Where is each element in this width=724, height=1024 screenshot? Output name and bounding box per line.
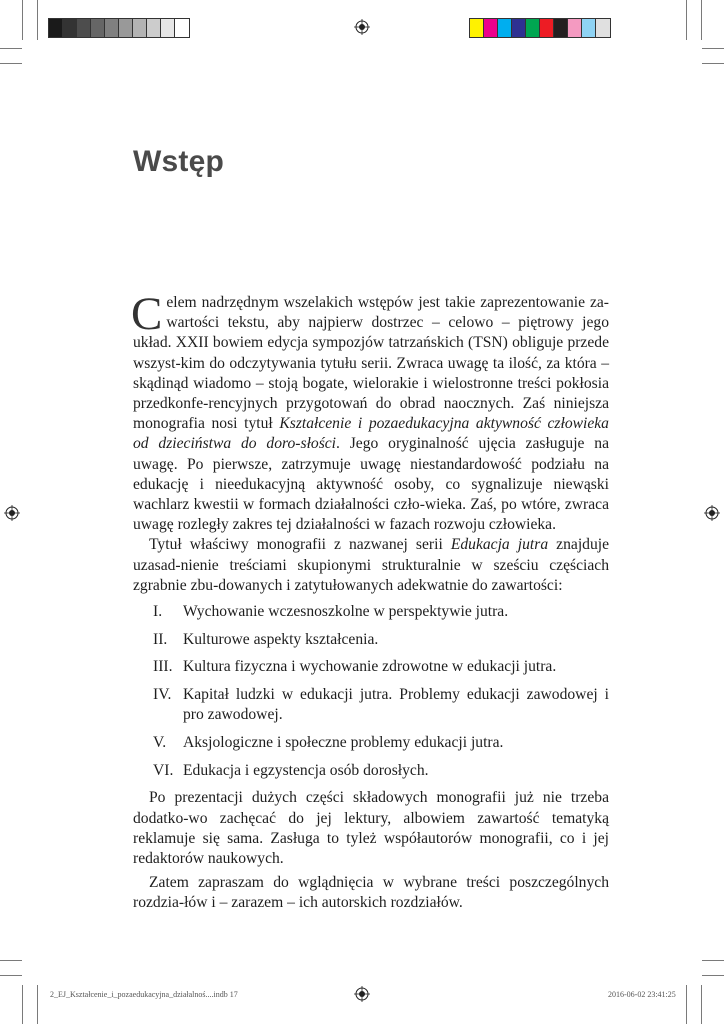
paragraph-2 bbox=[133, 535, 609, 596]
registration-mark-top bbox=[354, 19, 370, 35]
crop-mark-tr-v bbox=[701, 0, 702, 40]
list-item bbox=[133, 685, 609, 725]
list-item bbox=[133, 657, 609, 677]
crop-mark-br-h2 bbox=[702, 960, 724, 961]
crop-mark-tr-h2 bbox=[702, 63, 724, 64]
parts-list bbox=[133, 602, 609, 781]
paragraph-1-text: elem nadrzędnym wszelakich wstępów jest takie zaprezentowanie za-wartości tekstu, aby najpierw dostrzec – celowo – piętrowy jego układ. XXII bowiem edycja sympozjów tatrzańskich (TSN) obliguje przede wszyst-kim do odczytywania tytułu serii. Zwraca uwagę ta ilość, za która – skądinąd wiadomo – stoją bogate, wielorakie i wielostronne treści pokłosia przedkonfe-rencyjnych przygotowań do obrad naocznych. Zaś niniejsza monografia nosi tytuł bbox=[133, 294, 609, 433]
paragraph-1 bbox=[131, 288, 609, 535]
list-text: Kulturowe aspekty kształcenia. bbox=[183, 630, 379, 648]
list-item bbox=[133, 733, 609, 753]
crop-mark-tr-v2 bbox=[686, 0, 687, 40]
color-swatch bbox=[540, 19, 554, 37]
crop-mark-tr-h bbox=[702, 48, 724, 49]
color-swatch bbox=[63, 19, 77, 37]
list-item bbox=[133, 602, 609, 622]
cmyk-color-bar bbox=[469, 18, 611, 38]
color-swatch bbox=[526, 19, 540, 37]
color-swatch bbox=[582, 19, 596, 37]
list-text: Kapitał ludzki w edukacji jutra. Problemy edukacji zawodowej i pro zawodowej. bbox=[183, 686, 609, 724]
crop-mark-bl-v2 bbox=[37, 985, 38, 1024]
list-number: IV. bbox=[153, 686, 172, 704]
crop-mark-bl-v bbox=[22, 985, 23, 1024]
color-swatch bbox=[91, 19, 105, 37]
list-item bbox=[133, 761, 609, 781]
color-swatch bbox=[484, 19, 498, 37]
paragraph-2-end: znajduje uzasad-nienie treściami skupionymi strukturalnie w sześciu częściach zgrabnie zbu-dowanych i zatytułowanych adekwatnie do zawartości: bbox=[133, 536, 609, 594]
list-text: Edukacja i egzystencja osób dorosłych. bbox=[183, 761, 429, 779]
color-swatch bbox=[147, 19, 161, 37]
list-number: II. bbox=[153, 630, 168, 648]
paragraph-1-end: . Jego oryginalność ujęcia zasługuje na uwagę. Po pierwsze, zatrzymuje uwagę niestandardowość podziału na edukację i nieedukacyjną aktywność osoby, co sygnalizuje niewąski wachlarz kwestii w formach działalności czło-wieka. Zaś, po wtóre, zwraca uwagę rozległy zakres tej działalności w fazach rozwoju człowieka. bbox=[133, 435, 609, 534]
registration-mark-left bbox=[4, 505, 20, 521]
color-swatch bbox=[568, 19, 582, 37]
footer-timestamp: 2016-06-02 23:41:25 bbox=[608, 990, 676, 999]
color-swatch bbox=[512, 19, 526, 37]
list-number: VI. bbox=[153, 761, 174, 779]
footer-file-name: 2_EJ_Kształcenie_i_pozaedukacyjna_działalnoś....indb 17 bbox=[50, 990, 238, 999]
paragraph-4: Zatem zapraszam do wglądnięcia w wybrane treści poszczególnych rozdzia-łów i – zarazem – ich autorskich rozdziałów. bbox=[133, 874, 609, 912]
body-text bbox=[131, 288, 609, 914]
registration-mark-bottom bbox=[354, 986, 370, 1002]
color-swatch bbox=[49, 19, 63, 37]
crop-mark-bl-h bbox=[0, 975, 22, 976]
list-number: V. bbox=[153, 734, 167, 752]
color-swatch bbox=[554, 19, 568, 37]
paragraph-2-text: Tytuł właściwy monografii z nazwanej serii bbox=[149, 536, 451, 554]
registration-mark-right bbox=[704, 505, 720, 521]
list-number: III. bbox=[153, 658, 173, 676]
color-swatch bbox=[161, 19, 175, 37]
crop-mark-tl-v2 bbox=[37, 0, 38, 40]
list-item bbox=[133, 630, 609, 650]
list-text: Wychowanie wczesnoszkolne w perspektywie jutra. bbox=[183, 603, 509, 621]
crop-mark-br-h bbox=[702, 975, 724, 976]
page-title: Wstęp bbox=[133, 145, 224, 178]
crop-mark-tl-h2 bbox=[0, 63, 22, 64]
color-swatch bbox=[133, 19, 147, 37]
color-swatch bbox=[105, 19, 119, 37]
paragraph-3: Po prezentacji dużych części składowych monografii już nie trzeba dodatko-wo zachęcać do jej lektury, albowiem zawartość tematyką reklamuje się sama. Zasługa to tyleż współautorów monografii, co i jej redaktorów naukowych. bbox=[133, 789, 609, 868]
crop-mark-br-v bbox=[701, 985, 702, 1024]
color-swatch bbox=[77, 19, 91, 37]
crop-mark-br-v2 bbox=[686, 985, 687, 1024]
list-number: I. bbox=[153, 603, 163, 621]
color-swatch bbox=[596, 19, 610, 37]
color-swatch bbox=[119, 19, 133, 37]
monograph-title: Kształcenie i pozaedukacyjna aktywność człowieka od dzieciństwa do doro-słości bbox=[133, 415, 609, 453]
color-swatch bbox=[175, 19, 189, 37]
gray-color-bar bbox=[48, 18, 190, 38]
list-text: Aksjologiczne i społeczne problemy edukacji jutra. bbox=[183, 734, 504, 752]
series-title: Edukacja jutra bbox=[450, 536, 549, 554]
color-swatch bbox=[498, 19, 512, 37]
list-text: Kultura fizyczna i wychowanie zdrowotne w edukacji jutra. bbox=[183, 658, 557, 676]
crop-mark-tl-h bbox=[0, 48, 22, 49]
drop-cap: C bbox=[131, 288, 163, 340]
crop-mark-tl-v bbox=[22, 0, 23, 40]
color-swatch bbox=[470, 19, 484, 37]
crop-mark-bl-h2 bbox=[0, 960, 22, 961]
